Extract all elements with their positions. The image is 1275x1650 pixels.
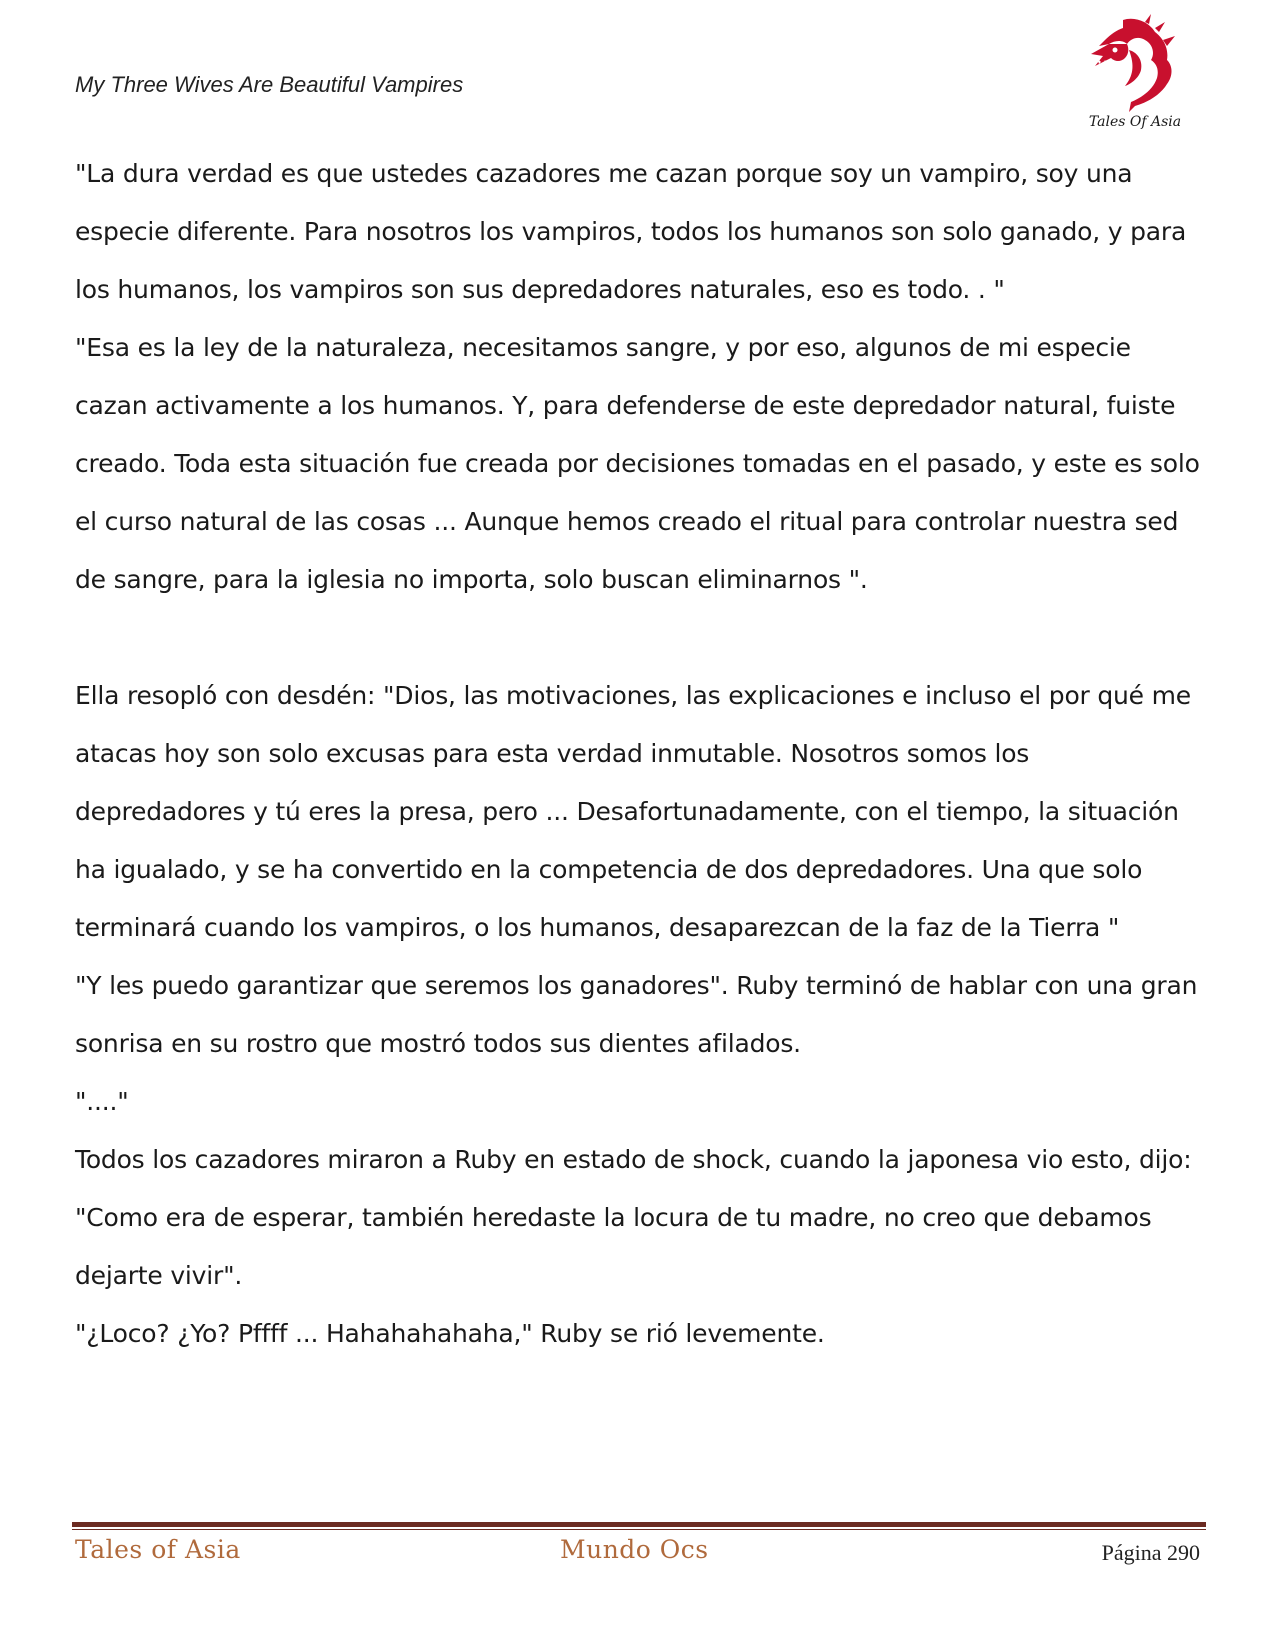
paragraph: "Esa es la ley de la naturaleza, necesitamos sangre, y por eso, algunos de mi especie cazan activamente a los humanos. Y, para defenderse de este depredador natural, fuiste creado. Toda esta situación fue creada por decisiones tomadas en el pasado, y este es solo el curso natural de las cosas ... Aunque hemos creado el ritual para controlar nuestra sed de sangre, para la iglesia no importa, solo buscan eliminarnos ". — [75, 333, 1200, 594]
tales-of-asia-logo — [1085, 14, 1185, 136]
page-number: Página 290 — [1101, 1540, 1200, 1565]
paragraph: Todos los cazadores miraron a Ruby en estado de shock, cuando la japonesa vio esto, dijo: — [75, 1145, 1192, 1174]
footer-brand: Tales of Asia — [75, 1535, 241, 1564]
paragraph: "¿Loco? ¿Yo? Pffff ... Hahahahahaha," Ruby se rió levemente. — [75, 1319, 825, 1348]
paragraph: "La dura verdad es que ustedes cazadores me cazan porque soy un vampiro, soy una especie diferente. Para nosotros los vampiros, todos los humanos son solo ganado, y para los humanos, los vampiros son sus depredadores naturales, eso es todo. . " — [75, 159, 1187, 304]
logo-text: Tales Of Asia — [1088, 114, 1182, 130]
footer-site-name: Mundo Ocs — [560, 1535, 709, 1564]
footer-divider-thin — [72, 1529, 1206, 1530]
footer-divider — [72, 1522, 1206, 1527]
paragraph: "Como era de esperar, también heredaste la locura de tu madre, no creo que debamos dejarte vivir". — [75, 1203, 1152, 1290]
paragraph-spacer — [75, 609, 1205, 667]
paragraph: "Y les puedo garantizar que seremos los ganadores". Ruby terminó de hablar con una gran sonrisa en su rostro que mostró todos sus dientes afilados. — [75, 971, 1198, 1058]
paragraph: "...." — [75, 1087, 129, 1116]
paragraph: Ella resopló con desdén: "Dios, las motivaciones, las explicaciones e incluso el por qué me atacas hoy son solo excusas para esta verdad inmutable. Nosotros somos los depredadores y tú eres la presa, pero ... Desafortunadamente, con el tiempo, la situación ha igualado, y se ha convertido en la competencia de dos depredadores. Una que solo terminará cuando los vampiros, o los humanos, desaparezcan de la faz de la Tierra " — [75, 681, 1191, 942]
chapter-body — [75, 145, 1205, 1363]
document-title: My Three Wives Are Beautiful Vampires — [75, 72, 464, 97]
dragon-icon — [1085, 14, 1185, 114]
